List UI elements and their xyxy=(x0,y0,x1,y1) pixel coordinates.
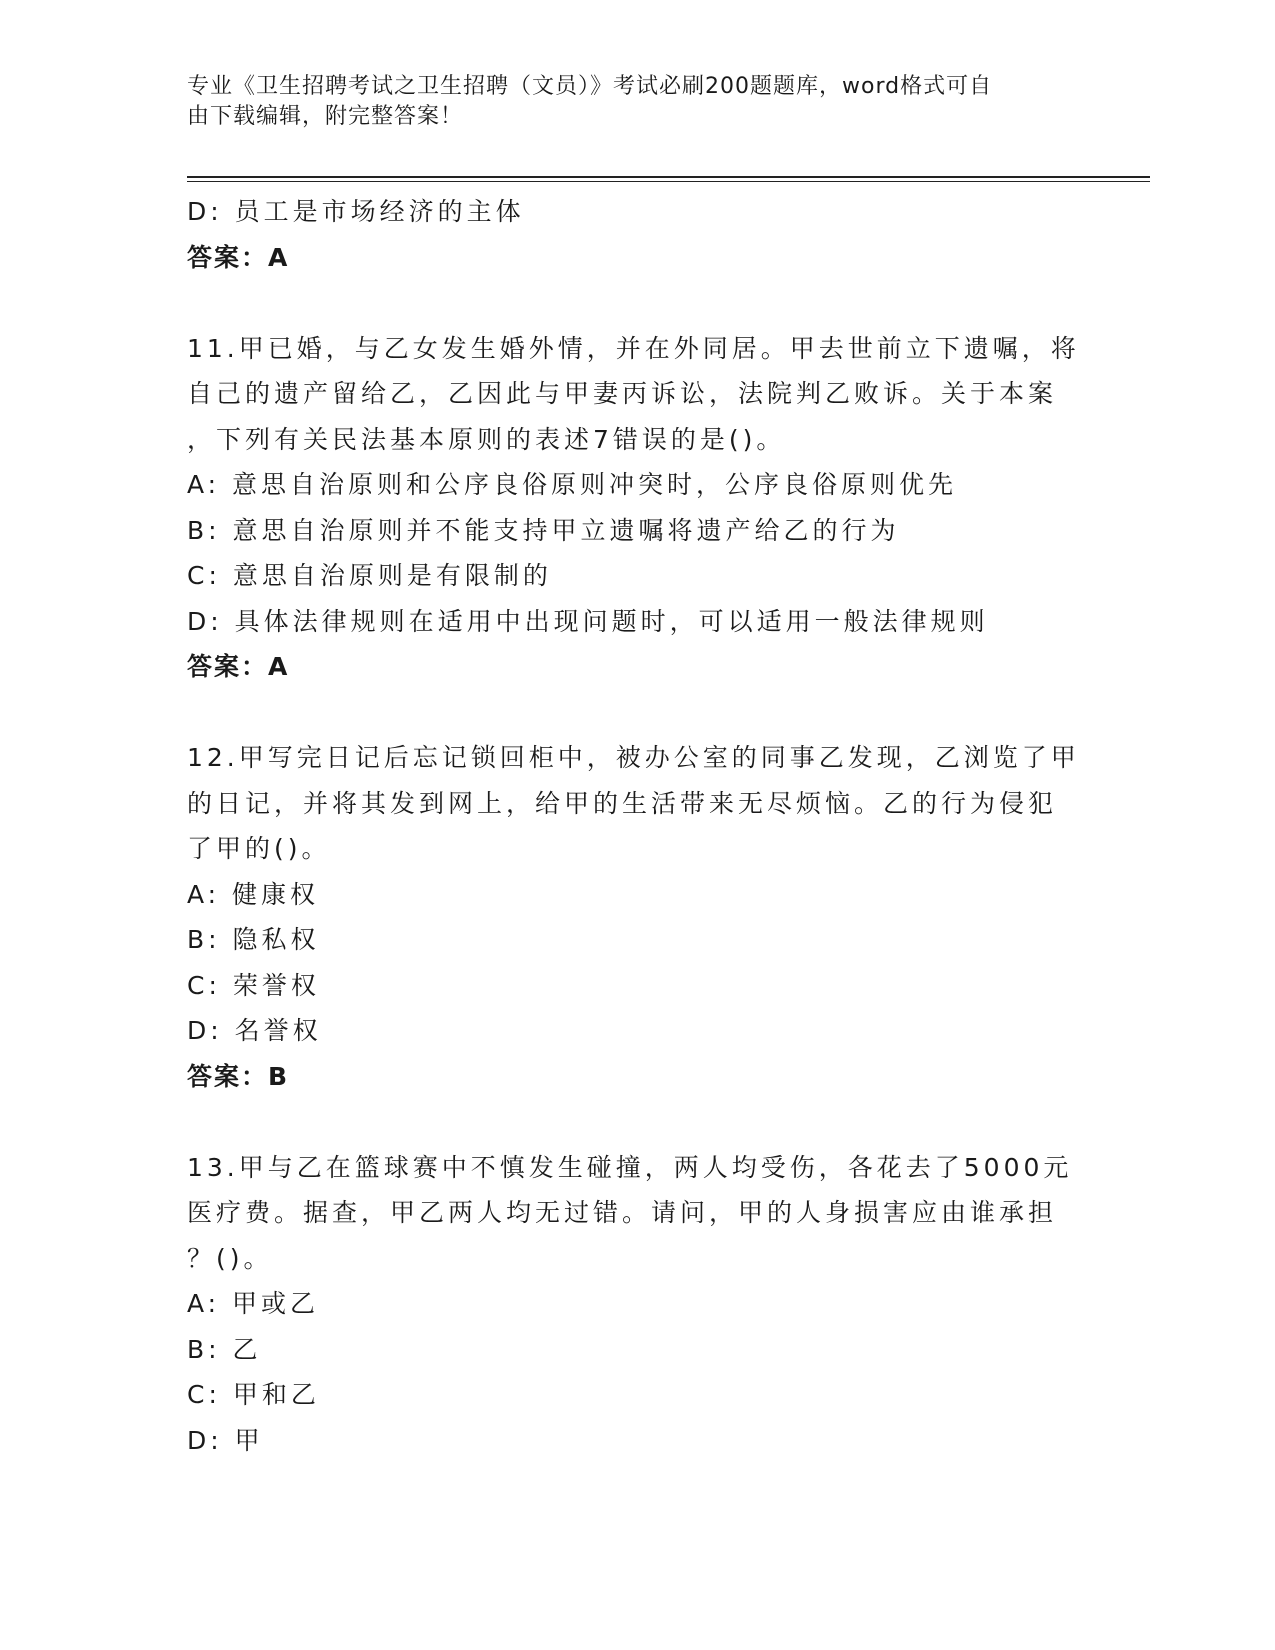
prev-option-d: D: 员工是市场经济的主体 xyxy=(187,197,525,226)
question-stem-line: 12.甲写完日记后忘记锁回柜中，被办公室的同事乙发现，乙浏览了甲 xyxy=(187,743,1080,772)
question-content xyxy=(187,189,1087,1463)
question-stem-line: 13.甲与乙在篮球赛中不慎发生碰撞，两人均受伤，各花去了5000元 xyxy=(187,1152,1073,1182)
option-a: A: 健康权 xyxy=(187,879,320,909)
header-line-1: 专业《卫生招聘考试之卫生招聘（文员）》考试必刷200题题库，word格式可自 xyxy=(187,74,993,99)
option-d: D: 名誉权 xyxy=(187,1016,322,1045)
option-c: C: 荣誉权 xyxy=(187,970,320,1000)
answer: 答案：A xyxy=(187,652,290,681)
spacer xyxy=(187,1099,1087,1145)
question-11 xyxy=(187,326,1087,690)
option-a: A: 甲或乙 xyxy=(187,1289,320,1318)
answer: 答案：B xyxy=(187,1061,290,1091)
option-a: A: 意思自治原则和公序良俗原则冲突时，公序良俗原则优先 xyxy=(187,470,958,499)
option-c: C: 甲和乙 xyxy=(187,1380,320,1409)
option-c: C: 意思自治原则是有限制的 xyxy=(187,561,552,590)
question-stem-line: ？()。 xyxy=(187,1243,273,1273)
question-stem-line: 的日记，并将其发到网上，给甲的生活带来无尽烦恼。乙的行为侵犯 xyxy=(187,788,1058,818)
option-b: B: 意思自治原则并不能支持甲立遗嘱将遗产给乙的行为 xyxy=(187,515,900,545)
question-12 xyxy=(187,735,1087,1099)
document-header xyxy=(187,72,1067,132)
option-d: D: 甲 xyxy=(187,1425,264,1455)
question-stem-line: 了甲的()。 xyxy=(187,834,331,863)
question-stem-line: 自己的遗产留给乙，乙因此与甲妻丙诉讼，法院判乙败诉。关于本案 xyxy=(187,379,1058,408)
option-b: B: 乙 xyxy=(187,1334,262,1364)
question-13 xyxy=(187,1145,1087,1464)
question-stem-line: 医疗费。据查，甲乙两人均无过错。请问，甲的人身损害应由谁承担 xyxy=(187,1198,1058,1227)
question-stem-line: ，下列有关民法基本原则的表述7错误的是()。 xyxy=(187,424,786,454)
spacer xyxy=(187,280,1087,326)
header-divider-thin xyxy=(187,181,1150,182)
question-stem-line: 11.甲已婚，与乙女发生婚外情，并在外同居。甲去世前立下遗嘱，将 xyxy=(187,333,1080,363)
header-divider-thick xyxy=(187,176,1150,178)
header-line-2: 由下载编辑，附完整答案！ xyxy=(187,104,464,129)
spacer xyxy=(187,690,1087,736)
option-d: D: 具体法律规则在适用中出现问题时，可以适用一般法律规则 xyxy=(187,606,989,636)
option-b: B: 隐私权 xyxy=(187,925,320,954)
prev-answer: 答案：A xyxy=(187,242,290,272)
